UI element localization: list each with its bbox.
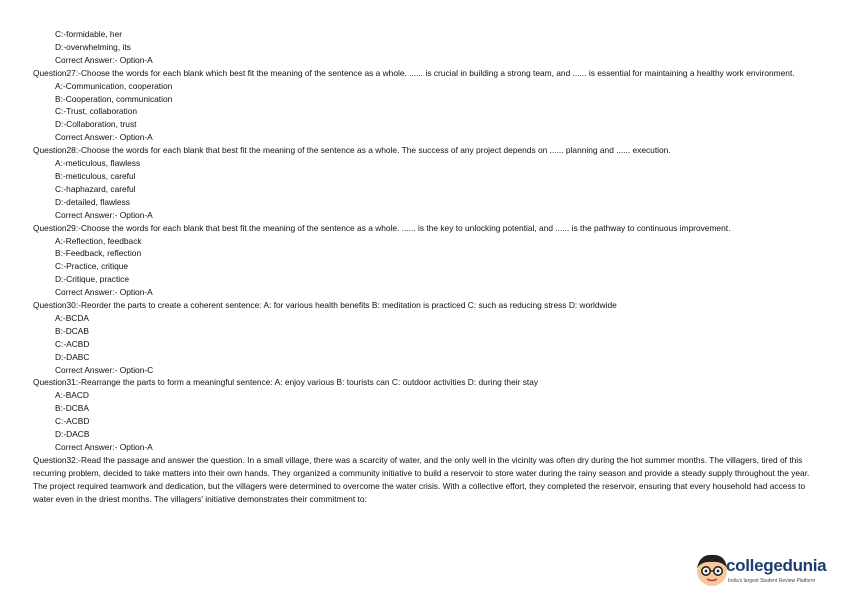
option-line: Correct Answer:- Option-A <box>55 132 153 143</box>
option-line: D:-Collaboration, trust <box>55 119 137 130</box>
option-line: Correct Answer:- Option-A <box>55 442 153 452</box>
option-line: Correct Answer:- Option-A <box>55 54 153 65</box>
question-text: Question30:-Reorder the parts to create a coherent sentence: A: for various health benefits B: meditation is practiced C: such as reducing stress D: worldwide <box>33 300 617 311</box>
option-line: A:-Reflection, feedback <box>55 235 142 246</box>
option-line: D:-DACB <box>55 429 90 440</box>
option-line: D:-DABC <box>55 351 90 362</box>
option-line: B:-Feedback, reflection <box>55 248 142 259</box>
option-line: A:-BCDA <box>55 312 89 323</box>
option-line: B:-meticulous, careful <box>55 170 136 181</box>
option-line: D:-Critique, practice <box>55 274 130 285</box>
option-line: C:-formidable, her <box>55 29 123 39</box>
question-content <box>33 28 813 506</box>
option-line: B:-DCBA <box>55 403 89 414</box>
question-text: Question29:-Choose the words for each blank that best fit the meaning of the sentence as a whole. ...... is the key to unlocking potential, and ...... is the pathway to continuous improvement. <box>33 222 731 233</box>
option-line: D:-detailed, flawless <box>55 196 130 207</box>
option-line: C:-haphazard, careful <box>55 183 136 194</box>
option-line: C:-Trust, collaboration <box>55 106 138 117</box>
option-line: A:-meticulous, flawless <box>55 158 141 169</box>
question-text: Question31:-Rearrange the parts to form a meaningful sentence: A: enjoy various B: tourists can C: outdoor activities D: during their stay <box>33 377 539 388</box>
option-line: B:-DCAB <box>55 325 89 336</box>
question-text: Question27:-Choose the words for each blank which best fit the meaning of the sentence as a whole. ...... is crucial in building a strong team, and ...... is essential for maintaining a healthy work environment. <box>33 67 795 78</box>
option-line: A:-Communication, cooperation <box>55 80 173 91</box>
option-line: C:-Practice, critique <box>55 261 129 272</box>
option-line: B:-Cooperation, communication <box>55 93 173 104</box>
option-line: Correct Answer:- Option-A <box>55 209 153 220</box>
question-text: Question32:-Read the passage and answer the question. In a small village, there was a scarcity of water, and the only well in the vicinity was often dry during the hot summer months. The villagers, tired of this recurring problem, decided to take matters into their own hands. They organized a community initiative to build a reservoir to store water during the rainy season and provide a steady supply throughout the year. The project required teamwork and dedication, but the villagers were determined to overcome the water crisis. With a collective effort, they completed the reservoir, ensuring that every household had access to water even in the driest months. The villagers' initiative demonstrates their commitment to: <box>33 454 810 504</box>
option-line: D:-overwhelming, its <box>55 41 131 52</box>
option-line: Correct Answer:- Option-C <box>55 364 154 375</box>
option-line: A:-BACD <box>55 390 89 401</box>
option-line: C:-ACBD <box>55 416 90 427</box>
collegedunia-logo <box>692 550 837 590</box>
logo-brand: collegedunia <box>726 556 827 575</box>
logo-tagline: India's largest Student Review Platform <box>728 578 816 584</box>
option-line: C:-ACBD <box>55 338 90 349</box>
question-text: Question28:-Choose the words for each blank that best fit the meaning of the sentence as a whole. The success of any project depends on ...... planning and ...... execution. <box>33 145 671 156</box>
option-line: Correct Answer:- Option-A <box>55 287 153 298</box>
